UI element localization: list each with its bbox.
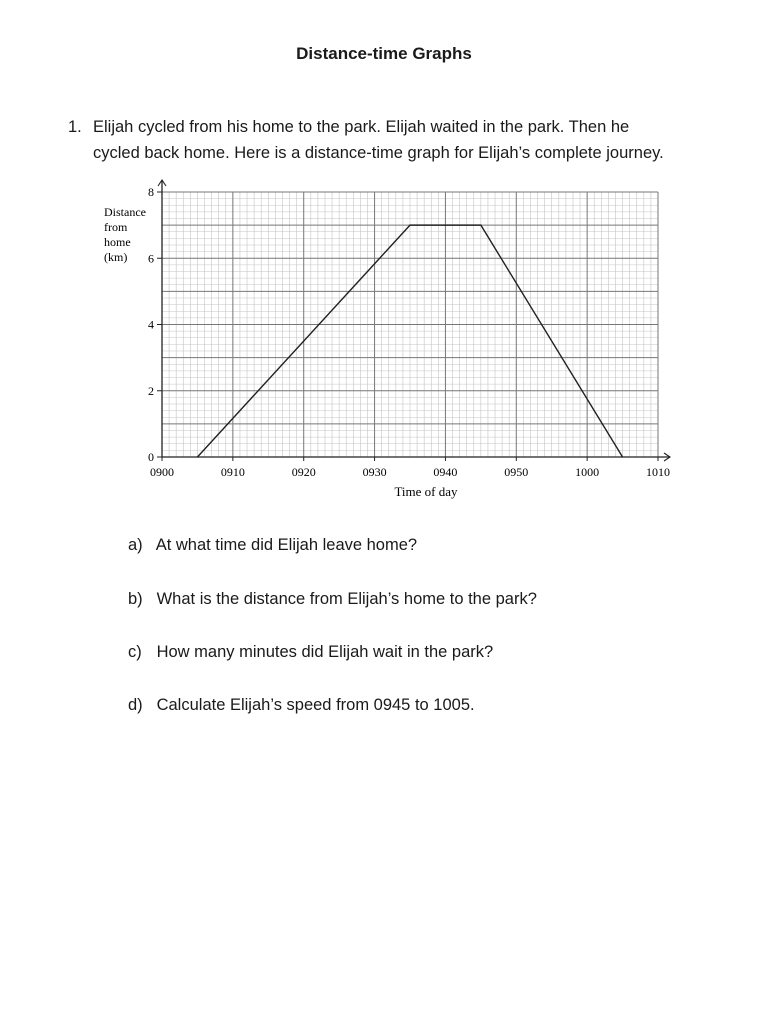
- axes: [158, 180, 670, 461]
- x-tick-label: 0940: [433, 465, 458, 479]
- part-c: [128, 643, 493, 662]
- y-tick-label: 0: [148, 450, 154, 464]
- distance-time-graph: [0, 170, 768, 510]
- y-tick-label: 8: [148, 185, 154, 199]
- x-tick-label: 0900: [150, 465, 174, 479]
- part-a-text: At what time did Elijah leave home?: [155, 536, 418, 554]
- x-axis-label: Time of day: [394, 484, 458, 499]
- y-axis-label-line: Distance: [104, 205, 146, 219]
- series-point: [480, 225, 481, 226]
- x-tick-label: 0930: [362, 465, 387, 479]
- x-tick-label: 1000: [575, 465, 600, 479]
- part-a: [128, 536, 417, 555]
- y-tick-label: 6: [148, 251, 154, 266]
- part-c-text: How many minutes did Elijah wait in the park?: [156, 643, 494, 661]
- question-text-line-2: cycled back home. Here is a distance-time graph for Elijah’s complete journey.: [93, 144, 664, 162]
- part-d: [128, 696, 475, 715]
- part-d-text: Calculate Elijah’s speed from 0945 to 1005.: [156, 696, 475, 714]
- question-number: 1.: [68, 118, 82, 136]
- x-tick-label: 1010: [646, 465, 670, 479]
- series-point: [197, 456, 198, 457]
- x-tick-label: 0910: [220, 465, 245, 479]
- part-d-label: d): [128, 696, 143, 714]
- y-tick-label: 2: [148, 383, 154, 398]
- series-point: [409, 225, 410, 226]
- y-axis-label-line: (km): [104, 250, 128, 264]
- x-tick-label: 0920: [291, 465, 316, 479]
- y-axis-label: [104, 205, 146, 264]
- series-point: [622, 456, 623, 457]
- y-tick-label: 4: [148, 317, 154, 332]
- part-c-label: c): [128, 643, 142, 661]
- question-intro: [68, 114, 748, 166]
- part-b-label: b): [128, 590, 143, 608]
- question-text-line-1: Elijah cycled from his home to the park. Elijah waited in the park. Then he: [93, 118, 630, 136]
- page-title: Distance-time Graphs: [296, 44, 472, 63]
- y-axis-label-line: home: [104, 235, 131, 249]
- part-b-text: What is the distance from Elijah’s home to the park?: [156, 590, 537, 608]
- axis-ticks: [148, 185, 670, 479]
- y-axis-label-line: from: [104, 220, 128, 234]
- part-a-label: a): [128, 536, 143, 554]
- part-b: [128, 590, 537, 609]
- x-tick-label: 0950: [504, 465, 529, 479]
